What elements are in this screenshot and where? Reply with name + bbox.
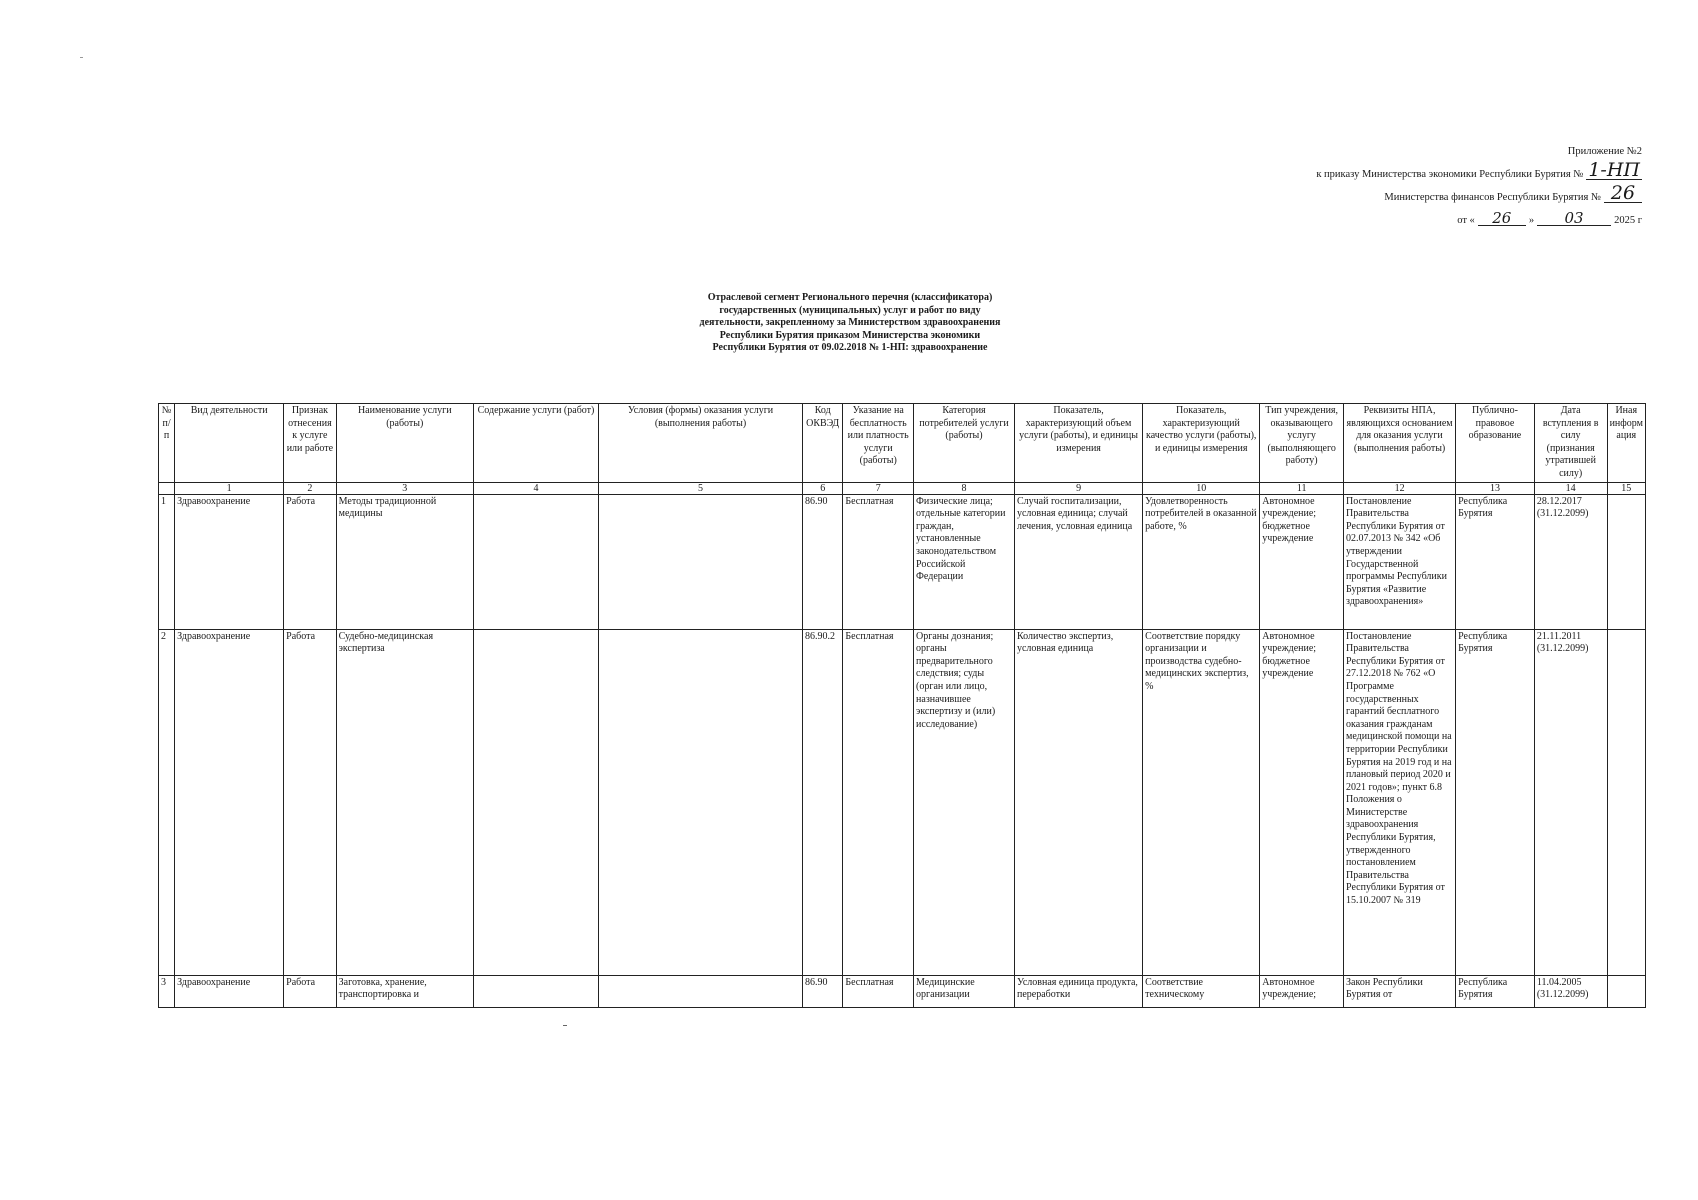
cell-conditions xyxy=(599,975,803,1007)
column-header: Дата вступления в силу (признания утратившей силу) xyxy=(1534,404,1607,483)
date-line xyxy=(1082,203,1642,226)
cell-institution: Автономное учреждение; бюджетное учреждение xyxy=(1260,629,1344,975)
table-row xyxy=(159,975,1646,1007)
column-header: Вид деятельности xyxy=(175,404,284,483)
cell-content xyxy=(473,494,598,629)
column-header: Тип учреждения, оказывающего услугу (выполняющего работу) xyxy=(1260,404,1344,483)
cell-entity: Республика Бурятия xyxy=(1456,975,1535,1007)
cell-volume: Случай госпитализации, условная единица; случай лечения, условная единица xyxy=(1014,494,1142,629)
cell-npa: Закон Республики Бурятия от xyxy=(1344,975,1456,1007)
column-number: 15 xyxy=(1607,482,1646,494)
column-number: 14 xyxy=(1534,482,1607,494)
column-number: 2 xyxy=(284,482,336,494)
title-line: деятельности, закрепленному за Министерством здравоохранения xyxy=(699,317,1001,328)
column-number: 4 xyxy=(473,482,598,494)
cell-sign: Работа xyxy=(284,975,336,1007)
cell-okved: 86.90 xyxy=(803,975,843,1007)
cell-volume: Количество экспертиз, условная единица xyxy=(1014,629,1142,975)
column-number xyxy=(159,482,175,494)
cell-sign: Работа xyxy=(284,494,336,629)
title-line: государственных (муниципальных) услуг и работ по виду xyxy=(719,304,981,316)
cell-entity: Республика Бурятия xyxy=(1456,494,1535,629)
appendix-line xyxy=(1082,134,1642,157)
cell-date: 21.11.2011 (31.12.2099) xyxy=(1534,629,1607,975)
cell-okved: 86.90.2 xyxy=(803,629,843,975)
column-header: Признак отнесения к услуге или работе xyxy=(284,404,336,483)
column-header: Наименование услуги (работы) xyxy=(336,404,473,483)
cell-volume: Условная единица продукта, переработки xyxy=(1014,975,1142,1007)
appendix-label: Приложение №2 xyxy=(1567,145,1642,157)
cell-num: 1 xyxy=(159,494,175,629)
cell-num: 3 xyxy=(159,975,175,1007)
cell-paid: Бесплатная xyxy=(843,629,914,975)
column-header: Реквизиты НПА, являющихся основанием для оказания услуги (выполнения работы) xyxy=(1344,404,1456,483)
date-year: 2025 г xyxy=(1614,214,1642,226)
column-header: Условия (формы) оказания услуги (выполнения работы) xyxy=(599,404,803,483)
cell-date: 11.04.2005 (31.12.2099) xyxy=(1534,975,1607,1007)
cell-paid: Бесплатная xyxy=(843,494,914,629)
table-row xyxy=(159,494,1646,629)
order-number-handwritten: 1-НП xyxy=(1588,158,1640,181)
column-header: Иная информация xyxy=(1607,404,1646,483)
date-prefix: от « xyxy=(1457,214,1475,226)
date-month-handwritten: 03 xyxy=(1537,212,1611,227)
column-header: Показатель, характеризующий качество услуги (работы), и единицы измерения xyxy=(1143,404,1260,483)
column-number: 12 xyxy=(1344,482,1456,494)
date-day-handwritten: 26 xyxy=(1478,212,1526,227)
cell-date: 28.12.2017 (31.12.2099) xyxy=(1534,494,1607,629)
scan-speck xyxy=(563,1025,567,1026)
column-number: 6 xyxy=(803,482,843,494)
ministry-number-handwritten: 26 xyxy=(1604,185,1642,203)
services-table xyxy=(158,403,1646,1008)
column-number: 8 xyxy=(914,482,1015,494)
cell-activity: Здравоохранение xyxy=(175,629,284,975)
column-header: Публично-правовое образование xyxy=(1456,404,1535,483)
column-number: 10 xyxy=(1143,482,1260,494)
column-number: 7 xyxy=(843,482,914,494)
column-number: 3 xyxy=(336,482,473,494)
column-header: Указание на бесплатность или платность услуги (работы) xyxy=(843,404,914,483)
cell-institution: Автономное учреждение; xyxy=(1260,975,1344,1007)
title-line: Республики Бурятия приказом Министерства экономики xyxy=(719,329,981,341)
cell-other xyxy=(1607,975,1646,1007)
title-line: Отраслевой сегмент Регионального перечня (классификатора) xyxy=(707,292,993,303)
cell-entity: Республика Бурятия xyxy=(1456,629,1535,975)
cell-other xyxy=(1607,494,1646,629)
column-number: 9 xyxy=(1014,482,1142,494)
column-header: Категория потребителей услуги (работы) xyxy=(914,404,1015,483)
cell-other xyxy=(1607,629,1646,975)
date-separator: » xyxy=(1528,214,1535,226)
cell-conditions xyxy=(599,494,803,629)
title-line: Республики Бурятия от 09.02.2018 № 1-НП: здравоохранение xyxy=(712,342,988,353)
cell-quality: Соответствие порядку организации и производства судебно-медицинских экспертиз, % xyxy=(1143,629,1260,975)
ministry-line-prefix: Министерства финансов Республики Бурятия № xyxy=(1384,191,1601,203)
cell-activity: Здравоохранение xyxy=(175,494,284,629)
approval-stamp-block xyxy=(1082,134,1642,226)
scan-speck xyxy=(80,57,83,58)
column-number: 11 xyxy=(1260,482,1344,494)
cell-name: Заготовка, хранение, транспортировка и xyxy=(336,975,473,1007)
cell-content xyxy=(473,629,598,975)
cell-okved: 86.90 xyxy=(803,494,843,629)
cell-institution: Автономное учреждение; бюджетное учреждение xyxy=(1260,494,1344,629)
cell-num: 2 xyxy=(159,629,175,975)
column-number: 1 xyxy=(175,482,284,494)
cell-consumers: Медицинские организации xyxy=(914,975,1015,1007)
cell-activity: Здравоохранение xyxy=(175,975,284,1007)
cell-npa: Постановление Правительства Республики Бурятия от 27.12.2018 № 762 «О Программе государственных гарантий бесплатного оказания гражданам медицинской помощи на территории Республики Бурятия на 2019 год и на плановый период 2020 и 2021 годов»; пункт 6.8 Положения о Министерстве здравоохранения Республики Бурятия, утвержденного постановлением Правительства Республики Бурятия от 15.10.2007 № 319 xyxy=(1344,629,1456,975)
cell-content xyxy=(473,975,598,1007)
column-header: Показатель, характеризующий объем услуги (работы), и единицы измерения xyxy=(1014,404,1142,483)
table-row xyxy=(159,629,1646,975)
order-line-prefix: к приказу Министерства экономики Республики Бурятия № xyxy=(1316,168,1584,180)
cell-consumers: Физические лица; отдельные категории граждан, установленные законодательством Российской Федерации xyxy=(914,494,1015,629)
column-header: № п/п xyxy=(159,404,175,483)
column-number-row xyxy=(159,482,1646,494)
column-header: Код ОКВЭД xyxy=(803,404,843,483)
cell-paid: Бесплатная xyxy=(843,975,914,1007)
document-title xyxy=(640,292,1060,355)
cell-sign: Работа xyxy=(284,629,336,975)
column-number: 5 xyxy=(599,482,803,494)
cell-quality: Удовлетворенность потребителей в оказанной работе, % xyxy=(1143,494,1260,629)
cell-name: Методы традиционной медицины xyxy=(336,494,473,629)
column-header: Содержание услуги (работ) xyxy=(473,404,598,483)
cell-npa: Постановление Правительства Республики Бурятия от 02.07.2013 № 342 «Об утверждении Государственной программы Республики Бурятия «Развитие здравоохранения» xyxy=(1344,494,1456,629)
cell-name: Судебно-медицинская экспертиза xyxy=(336,629,473,975)
cell-conditions xyxy=(599,629,803,975)
ministry-line xyxy=(1082,180,1642,203)
cell-quality: Соответствие техническому xyxy=(1143,975,1260,1007)
table-header-row xyxy=(159,404,1646,483)
column-number: 13 xyxy=(1456,482,1535,494)
order-line xyxy=(1082,157,1642,180)
cell-consumers: Органы дознания; органы предварительного следствия; суды (орган или лицо, назначившее экспертизу и (или) исследование) xyxy=(914,629,1015,975)
